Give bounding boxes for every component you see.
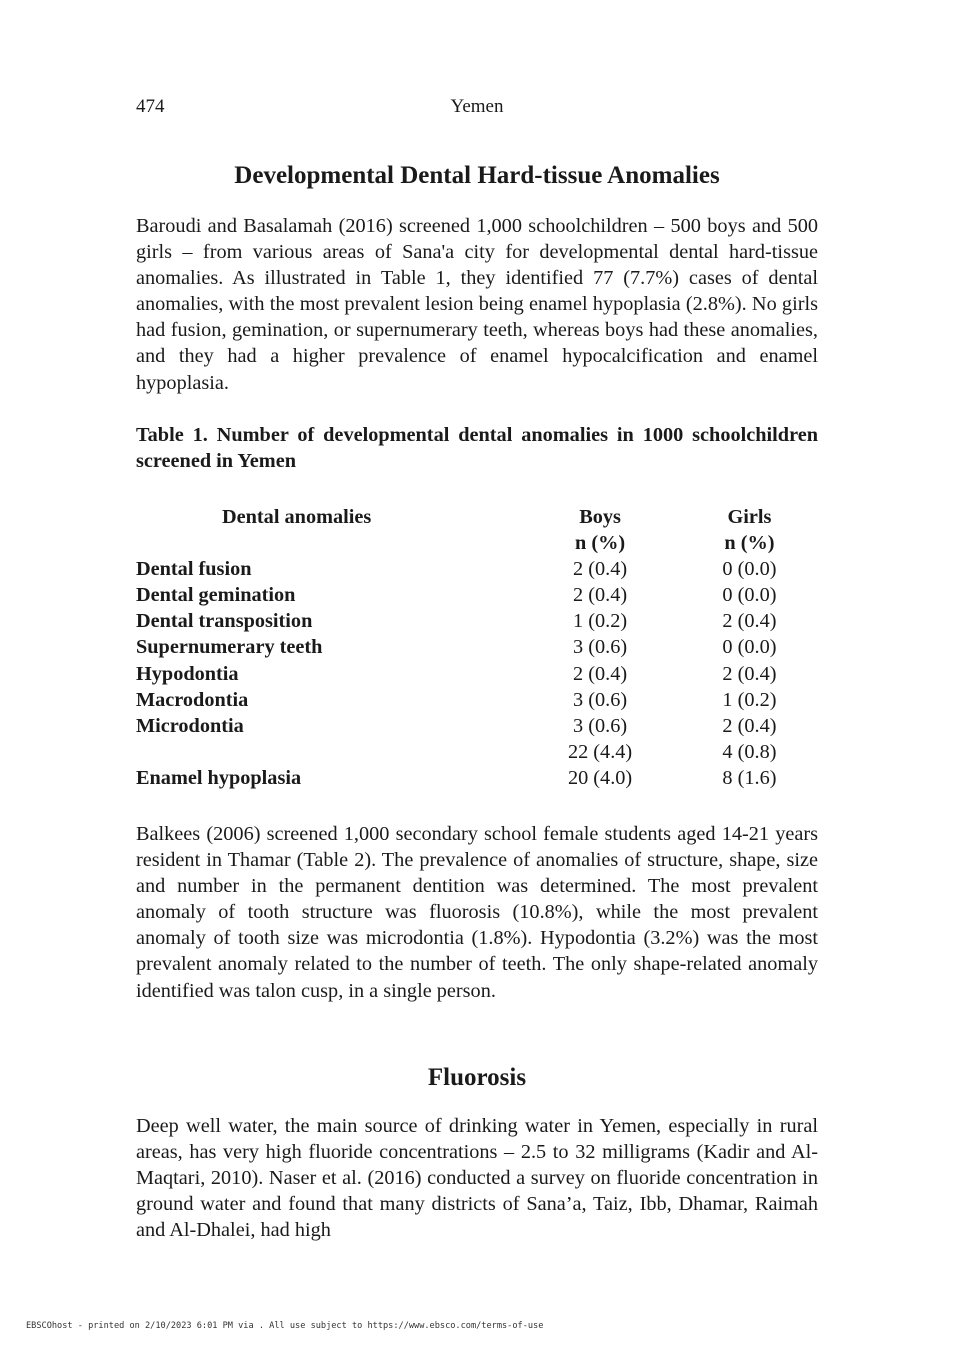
row-label: Macrodontia [136,688,249,711]
paragraph-fluorosis: Deep well water, the main source of drinking water in Yemen, especially in rural areas, has very high fluoride concentrations – 2.5 to 32 milligrams (Kadir and Al-Maqtari, 2010). Naser et al. (2016) conducted a survey on fluoride concentration in ground water and found that many districts of Sana’a, Taiz, Ibb, Dhamar, Raimah and Al-Dhalei, had high [136,1115,818,1242]
row-label: Dental gemination [136,584,296,607]
cell-girls: 2 (0.4) [722,662,777,685]
cell-boys: 2 (0.4) [573,584,628,607]
cell-boys: 3 (0.6) [573,688,628,711]
cell-girls: 0 (0.0) [722,584,777,607]
cell-girls: 2 (0.4) [722,610,777,633]
cell-boys: 3 (0.6) [573,714,628,737]
cell-boys: 22 (4.4) [567,740,633,763]
table-row [136,687,818,713]
page-number: 474 [136,96,165,117]
subheader-boys: n (%) [575,532,626,555]
page-header [136,96,818,120]
row-label: Supernumerary teeth [136,636,323,659]
cell-girls: 0 (0.0) [722,636,777,659]
cell-girls: 2 (0.4) [722,714,777,737]
table-row [136,661,818,687]
table-row [136,582,818,608]
table-header-row [136,504,818,530]
row-label [136,739,519,765]
table-row [136,634,818,660]
cell-boys: 20 (4.0) [567,766,633,789]
header-boys: Boys [579,506,621,528]
running-title: Yemen [450,96,504,117]
cell-boys: 1 (0.2) [573,610,628,633]
cell-boys: 2 (0.4) [573,558,628,581]
paragraph-anomalies: Baroudi and Basalamah (2016) screened 1,000 schoolchildren – 500 boys and 500 girls – from various areas of Sana'a city for developmental dental hard-tissue anomalies. As illustrated in Table 1, they identified 77 (7.7%) cases of dental anomalies, with the most prevalent lesion being enamel hypoplasia (2.8%). No girls had fusion, gemination, or supernumerary teeth, whereas boys had these anomalies, and they had a higher prevalence of enamel hypocalcification and enamel hypoplasia. [136,215,818,394]
section-title-fluorosis: Fluorosis [427,1064,527,1091]
table-row [136,713,818,739]
section-title-anomalies: Developmental Dental Hard-tissue Anomalies [234,162,720,189]
header-dental-anomalies: Dental anomalies [222,506,372,528]
row-label: Microdontia [136,714,244,737]
cell-boys: 3 (0.6) [573,636,628,659]
table-caption: Table 1. Number of developmental dental anomalies in 1000 schoolchildren screened in Yemen [136,424,818,473]
subheader-girls: n (%) [724,532,775,555]
table-row [136,765,818,791]
row-label: Hypodontia [136,662,239,685]
table-row [136,556,818,582]
paragraph-balkees: Balkees (2006) screened 1,000 secondary school female students aged 14-21 years resident in Thamar (Table 2). The prevalence of anomalies of structure, shape, size and number in the permanent dentition was determined. The most prevalent anomaly of tooth structure was fluorosis (10.8%), while the most prevalent anomaly of tooth size was microdontia (1.8%). Hypodontia (3.2%) was the most prevalent anomaly related to the number of teeth. The only shape-related anomaly identified was talon cusp, in a single person. [136,823,818,1002]
cell-girls: 4 (0.8) [722,740,777,763]
header-girls: Girls [727,506,772,528]
footer-notice: EBSCOhost - printed on 2/10/2023 6:01 PM via . All use subject to https://www.ebsco.com/terms-of-use [26,1321,544,1331]
table-row [136,608,818,634]
row-label: Enamel hypoplasia [136,766,302,789]
cell-boys: 2 (0.4) [573,662,628,685]
anomalies-table [136,504,818,791]
cell-girls: 8 (1.6) [722,766,777,789]
row-label: Dental transposition [136,610,313,633]
cell-girls: 0 (0.0) [722,558,777,581]
cell-girls: 1 (0.2) [722,688,777,711]
table-row [136,739,818,765]
row-label: Dental fusion [136,558,252,581]
table-subheader-row [136,530,818,556]
subheader-empty [136,530,519,556]
